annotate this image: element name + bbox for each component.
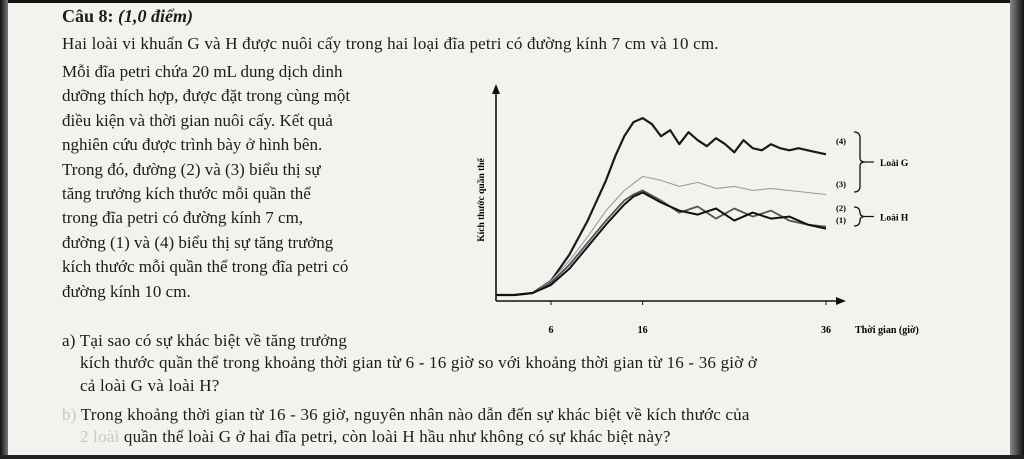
part-a-line-3: cả loài G và loài H? <box>80 376 220 395</box>
question-label: Câu 8: <box>62 6 114 26</box>
x-ticks <box>549 301 832 336</box>
paragraph-line: kích thước mỗi quần thể trong đĩa petri có <box>62 257 349 277</box>
series-label: (1) <box>836 215 846 225</box>
series-line <box>496 118 826 295</box>
paragraph-line: đường kính 10 cm. <box>62 281 191 301</box>
paragraph-line: trong đĩa petri có đường kính 7 cm, <box>62 208 304 228</box>
y-axis-arrow <box>492 84 500 94</box>
part-b-line-1 <box>62 405 750 425</box>
description-paragraph <box>62 60 454 304</box>
paragraph-line: đường (1) và (4) biểu thị sự tăng trưởng <box>62 232 334 252</box>
photo-edge-top <box>0 0 1024 3</box>
series-label: (3) <box>836 179 846 189</box>
group-label-h: Loài H <box>880 213 909 224</box>
chart-axes <box>476 84 919 336</box>
intro-line: Hai loài vi khuẩn G và H được nuôi cấy trong hai loại đĩa petri có đường kính 7 cm và 10 cm. <box>62 34 719 53</box>
part-b-text-2: quần thể loài G ở hai đĩa petri, còn loài H hầu như không có sự khác biệt này? <box>123 427 671 446</box>
series-lines <box>496 118 826 295</box>
paragraph-line: Trong đó, đường (2) và (3) biểu thị sự <box>62 159 321 179</box>
population-growth-chart <box>470 80 970 340</box>
group-label-g: Loài G <box>880 159 909 169</box>
series-line <box>496 191 826 296</box>
x-axis-arrow <box>836 297 846 305</box>
question-title <box>62 6 193 27</box>
part-b-line-2 <box>80 427 671 447</box>
group-bracket-h <box>854 207 865 226</box>
photo-edge-bottom <box>0 455 1024 459</box>
x-tick-label: 16 <box>637 325 648 336</box>
paragraph-line: dưỡng thích hợp, được đặt trong cùng một <box>62 86 351 106</box>
photo-edge-right <box>1010 0 1024 459</box>
series-line <box>496 193 826 296</box>
series-label: (2) <box>836 203 846 213</box>
x-tick-label: 6 <box>548 325 554 336</box>
group-bracket-g <box>854 132 865 192</box>
part-a-line-2: kích thước quần thể trong khoảng thời gian từ 6 - 16 giờ so với khoảng thời gian từ 16 - 36 giờ ở <box>80 353 758 372</box>
series-line <box>496 176 826 295</box>
part-b-faded-prefix: 2 loài <box>80 427 120 446</box>
part-b-marker: b) <box>62 405 77 424</box>
paragraph-line: tăng trưởng kích thước mỗi quần thể <box>62 184 311 204</box>
paragraph-line: điều kiện và thời gian nuôi cấy. Kết quả <box>62 110 333 130</box>
part-a-line-1: a) Tại sao có sự khác biệt về tăng trưởng <box>62 331 348 350</box>
series-labels <box>836 136 846 225</box>
series-label: (4) <box>836 136 846 146</box>
paragraph-line: nghiên cứu được trình bày ở hình bên. <box>62 135 323 155</box>
question-points: (1,0 điểm) <box>118 6 193 26</box>
y-axis-label: Kích thước quần thể <box>477 158 487 242</box>
part-b-text-1: Trong khoảng thời gian từ 16 - 36 giờ, nguyên nhân nào dẫn đến sự khác biệt về kích thước của <box>80 405 750 424</box>
group-brackets <box>854 132 909 226</box>
x-axis-label: Thời gian (giờ) <box>855 325 919 336</box>
x-tick-label: 36 <box>821 325 831 336</box>
paragraph-line: Mỗi đĩa petri chứa 20 mL dung dịch dinh <box>62 62 343 81</box>
photo-edge-left <box>0 0 8 459</box>
